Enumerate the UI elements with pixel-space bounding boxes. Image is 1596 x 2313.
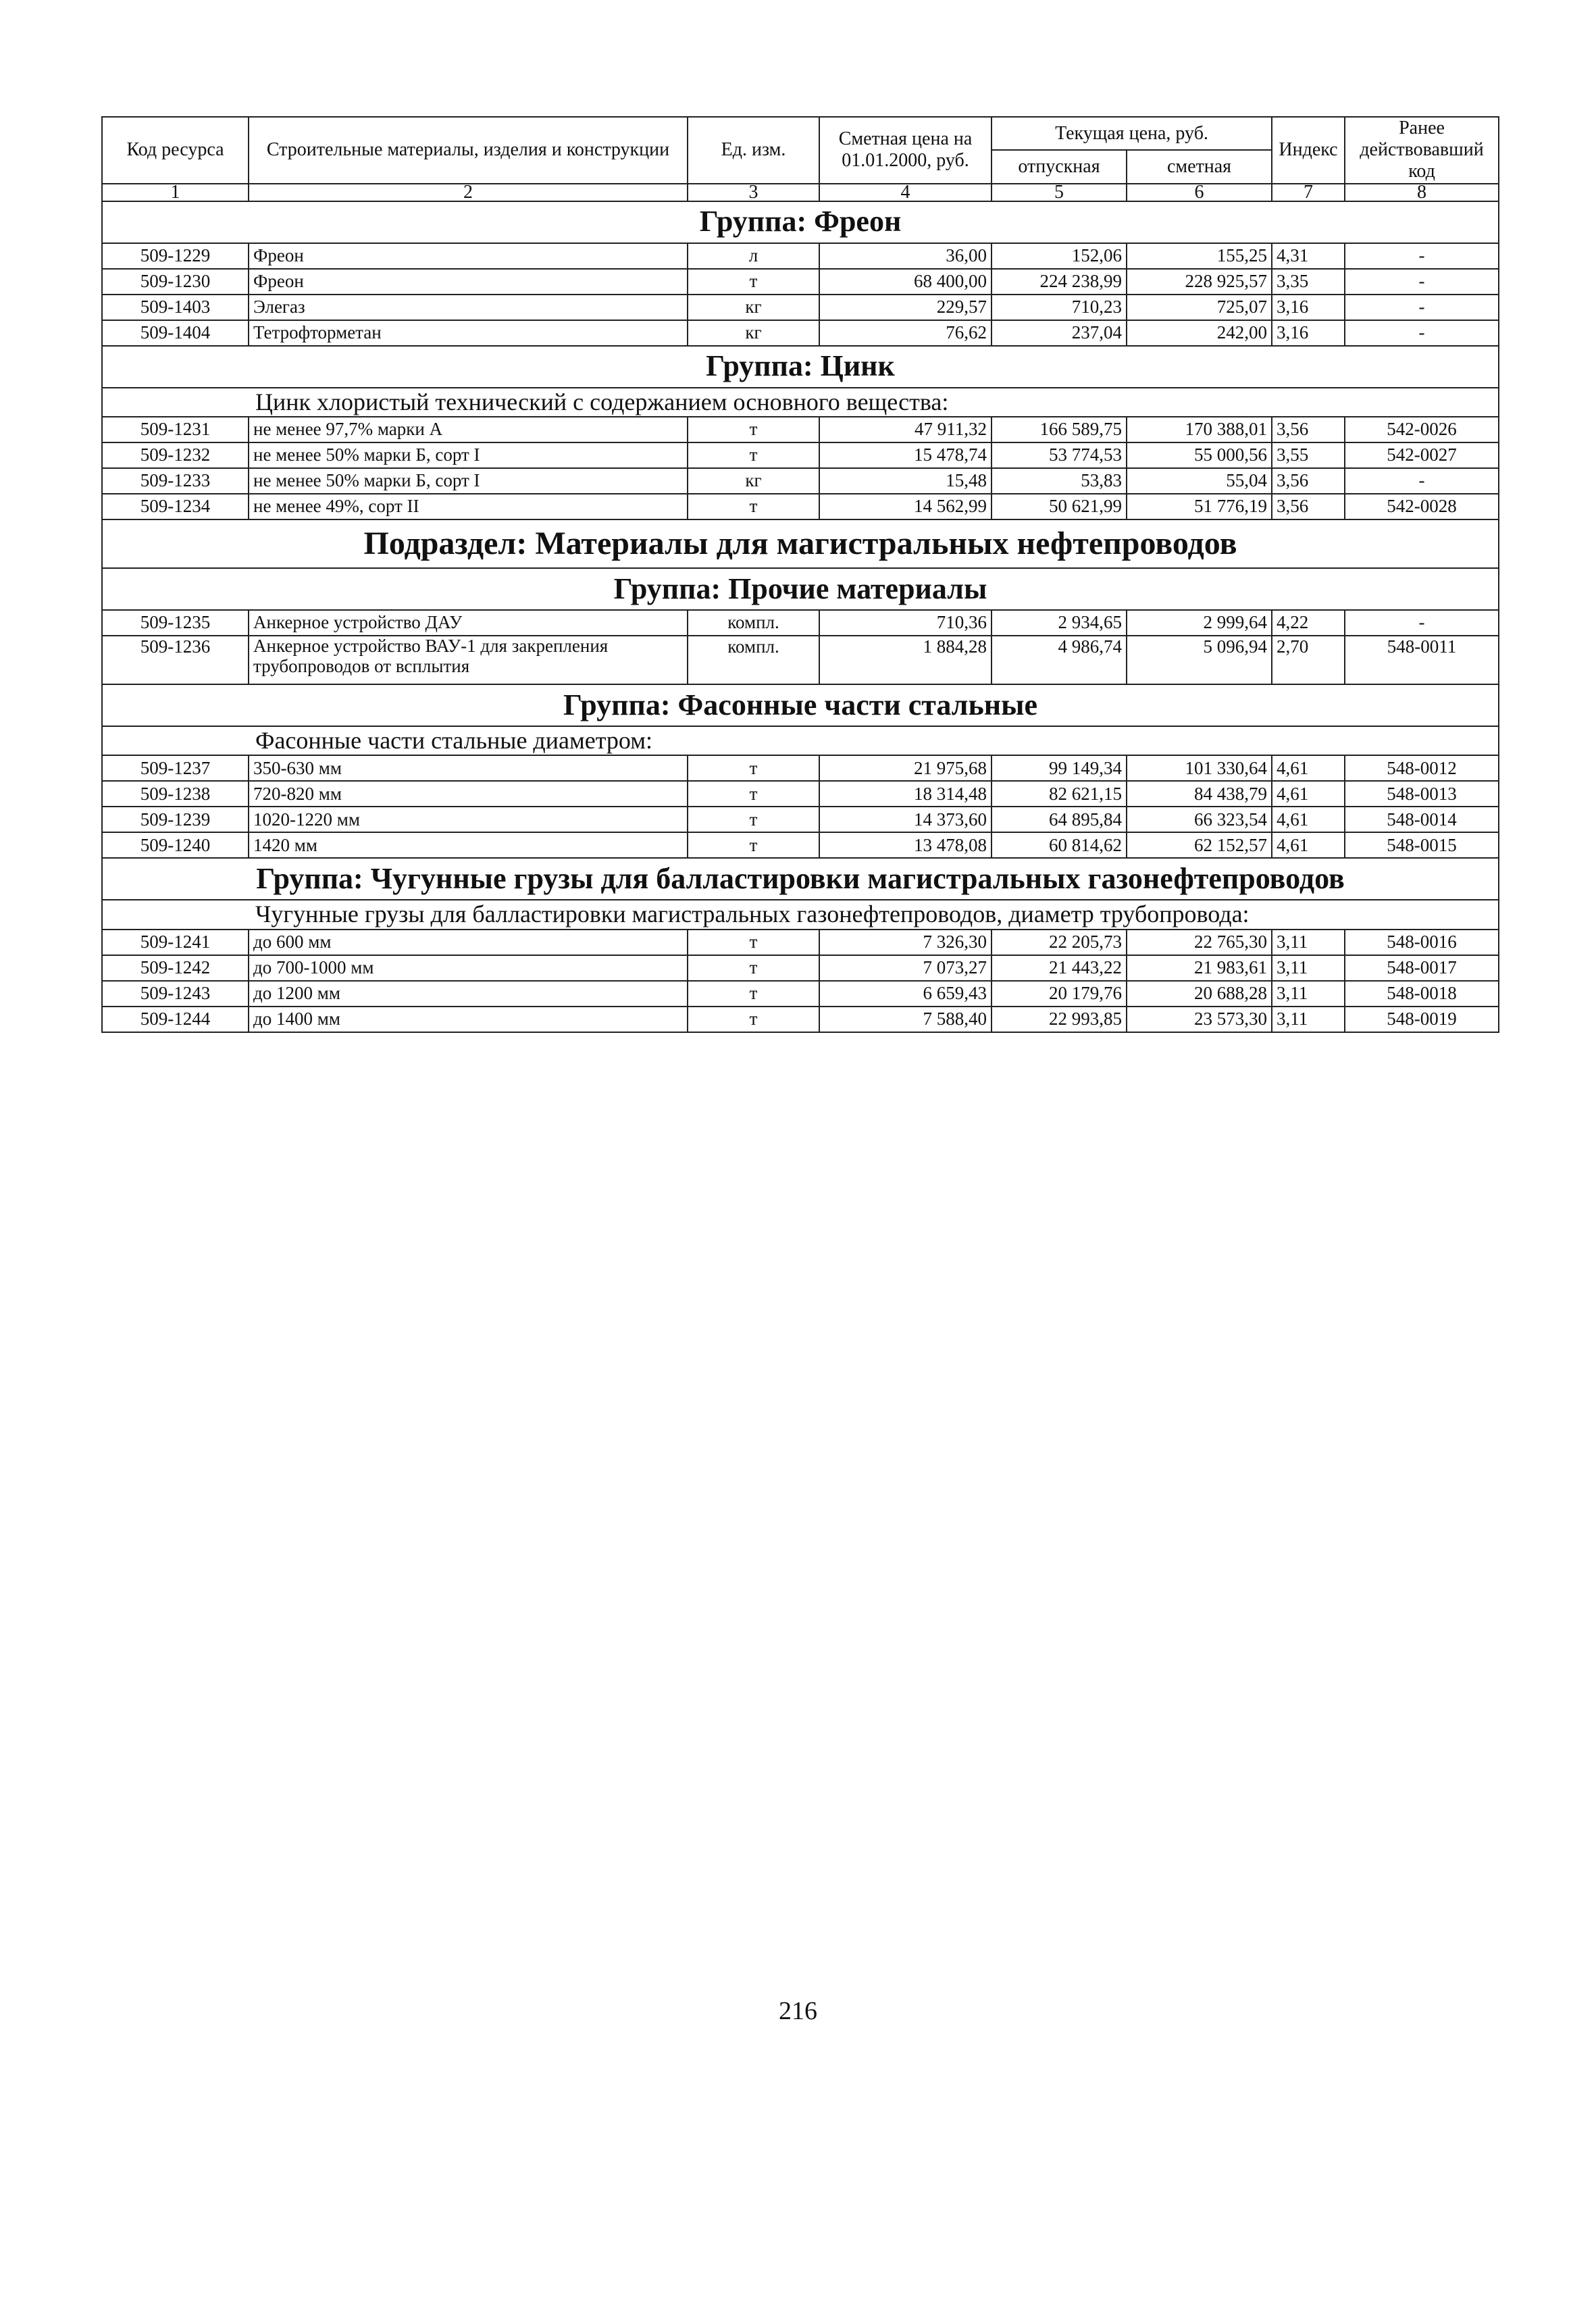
release-price: 4 986,74 [992, 636, 1127, 684]
estimate-price: 66 323,54 [1127, 807, 1272, 832]
table-row [102, 930, 1499, 955]
resource-code: 509-1239 [102, 807, 249, 832]
base-price: 18 314,48 [819, 781, 992, 807]
unit: т [688, 807, 819, 832]
unit: л [688, 243, 819, 269]
estimate-price: 21 983,61 [1127, 955, 1272, 981]
header-release-price: отпускная [992, 150, 1127, 183]
table-row [102, 468, 1499, 494]
unit: т [688, 755, 819, 781]
estimate-price: 2 999,64 [1127, 610, 1272, 636]
group-note: Чугунные грузы для балластировки магистральных газонефтепроводов, диаметр трубопровода: [102, 900, 1499, 929]
page-number: 216 [779, 1997, 817, 2025]
header-code: Код ресурса [102, 117, 249, 184]
table-row [102, 494, 1499, 519]
price-index: 3,11 [1272, 930, 1345, 955]
previous-code: - [1345, 295, 1499, 320]
base-price: 6 659,43 [819, 981, 992, 1007]
unit: т [688, 832, 819, 858]
unit: т [688, 930, 819, 955]
estimate-price: 101 330,64 [1127, 755, 1272, 781]
resource-code: 509-1234 [102, 494, 249, 519]
resource-code: 509-1229 [102, 243, 249, 269]
material-name: не менее 49%, сорт II [249, 494, 688, 519]
group-note-row [102, 900, 1499, 929]
table-row [102, 755, 1499, 781]
material-name: Анкерное устройство ВАУ-1 для закрепления трубопроводов от всплытия [249, 636, 688, 684]
unit: т [688, 417, 819, 442]
base-price: 68 400,00 [819, 269, 992, 295]
price-index: 2,70 [1272, 636, 1345, 684]
unit: кг [688, 320, 819, 346]
estimate-price: 22 765,30 [1127, 930, 1272, 955]
release-price: 152,06 [992, 243, 1127, 269]
table-row [102, 442, 1499, 468]
table-row [102, 807, 1499, 832]
resource-price-table [101, 116, 1499, 1033]
resource-code: 509-1231 [102, 417, 249, 442]
header-unit: Ед. изм. [688, 117, 819, 184]
estimate-price: 84 438,79 [1127, 781, 1272, 807]
base-price: 36,00 [819, 243, 992, 269]
estimate-price: 242,00 [1127, 320, 1272, 346]
estimate-price: 62 152,57 [1127, 832, 1272, 858]
release-price: 53 774,53 [992, 442, 1127, 468]
group-row [102, 201, 1499, 243]
header-estimate-price: сметная [1127, 150, 1272, 183]
previous-code: 548-0013 [1345, 781, 1499, 807]
estimate-price: 51 776,19 [1127, 494, 1272, 519]
table-row [102, 981, 1499, 1007]
group-note: Фасонные части стальные диаметром: [102, 726, 1499, 755]
material-name: до 1200 мм [249, 981, 688, 1007]
header-previous-code: Ранее действовавший код [1345, 117, 1499, 184]
table-row [102, 295, 1499, 320]
table-row [102, 1007, 1499, 1032]
resource-code: 509-1232 [102, 442, 249, 468]
release-price: 2 934,65 [992, 610, 1127, 636]
price-index: 4,61 [1272, 832, 1345, 858]
unit: компл. [688, 636, 819, 684]
base-price: 76,62 [819, 320, 992, 346]
previous-code: 548-0016 [1345, 930, 1499, 955]
previous-code: - [1345, 243, 1499, 269]
material-name: не менее 97,7% марки А [249, 417, 688, 442]
column-number: 8 [1345, 184, 1499, 201]
column-number: 1 [102, 184, 249, 201]
release-price: 53,83 [992, 468, 1127, 494]
previous-code: - [1345, 269, 1499, 295]
table-row [102, 269, 1499, 295]
release-price: 82 621,15 [992, 781, 1127, 807]
table-row [102, 610, 1499, 636]
price-index: 3,16 [1272, 295, 1345, 320]
group-row [102, 858, 1499, 900]
previous-code: 548-0012 [1345, 755, 1499, 781]
release-price: 21 443,22 [992, 955, 1127, 981]
table-row [102, 832, 1499, 858]
base-price: 21 975,68 [819, 755, 992, 781]
resource-code: 509-1237 [102, 755, 249, 781]
release-price: 224 238,99 [992, 269, 1127, 295]
base-price: 13 478,08 [819, 832, 992, 858]
base-price: 14 373,60 [819, 807, 992, 832]
resource-code: 509-1230 [102, 269, 249, 295]
release-price: 166 589,75 [992, 417, 1127, 442]
unit: т [688, 494, 819, 519]
release-price: 237,04 [992, 320, 1127, 346]
previous-code: 548-0017 [1345, 955, 1499, 981]
previous-code: - [1345, 320, 1499, 346]
previous-code: 542-0028 [1345, 494, 1499, 519]
previous-code: - [1345, 610, 1499, 636]
base-price: 229,57 [819, 295, 992, 320]
header-index: Индекс [1272, 117, 1345, 184]
material-name: Анкерное устройство ДАУ [249, 610, 688, 636]
release-price: 60 814,62 [992, 832, 1127, 858]
unit: т [688, 955, 819, 981]
group-title: Группа: Прочие материалы [102, 568, 1499, 610]
group-row [102, 684, 1499, 726]
price-index: 3,56 [1272, 468, 1345, 494]
resource-code: 509-1241 [102, 930, 249, 955]
group-note-row [102, 388, 1499, 417]
table-row [102, 636, 1499, 684]
estimate-price: 725,07 [1127, 295, 1272, 320]
base-price: 7 588,40 [819, 1007, 992, 1032]
price-index: 3,56 [1272, 417, 1345, 442]
material-name: Элегаз [249, 295, 688, 320]
unit: кг [688, 295, 819, 320]
unit: кг [688, 468, 819, 494]
table-header [102, 117, 1499, 201]
previous-code: 548-0018 [1345, 981, 1499, 1007]
material-name: Фреон [249, 243, 688, 269]
release-price: 710,23 [992, 295, 1127, 320]
release-price: 22 993,85 [992, 1007, 1127, 1032]
release-price: 20 179,76 [992, 981, 1127, 1007]
material-name: не менее 50% марки Б, сорт I [249, 468, 688, 494]
resource-code: 509-1235 [102, 610, 249, 636]
group-note-row [102, 726, 1499, 755]
material-name: не менее 50% марки Б, сорт I [249, 442, 688, 468]
group-title: Группа: Фасонные части стальные [102, 684, 1499, 726]
column-number: 7 [1272, 184, 1345, 201]
price-index: 3,16 [1272, 320, 1345, 346]
price-index: 4,61 [1272, 755, 1345, 781]
resource-code: 509-1243 [102, 981, 249, 1007]
group-row [102, 346, 1499, 388]
unit: т [688, 781, 819, 807]
estimate-price: 55,04 [1127, 468, 1272, 494]
group-title: Группа: Чугунные грузы для балластировки магистральных газонефтепроводов [102, 858, 1499, 900]
material-name: до 700-1000 мм [249, 955, 688, 981]
column-number: 5 [992, 184, 1127, 201]
column-number: 6 [1127, 184, 1272, 201]
base-price: 7 073,27 [819, 955, 992, 981]
previous-code: 542-0026 [1345, 417, 1499, 442]
unit: т [688, 269, 819, 295]
column-number: 2 [249, 184, 688, 201]
unit: т [688, 981, 819, 1007]
release-price: 64 895,84 [992, 807, 1127, 832]
material-name: Фреон [249, 269, 688, 295]
price-index: 3,11 [1272, 981, 1345, 1007]
header-current-price: Текущая цена, руб. [992, 117, 1272, 150]
resource-code: 509-1404 [102, 320, 249, 346]
header-base-price: Сметная цена на 01.01.2000, руб. [819, 117, 992, 184]
previous-code: 548-0019 [1345, 1007, 1499, 1032]
table-row [102, 417, 1499, 442]
release-price: 22 205,73 [992, 930, 1127, 955]
column-number: 4 [819, 184, 992, 201]
base-price: 1 884,28 [819, 636, 992, 684]
table-row [102, 955, 1499, 981]
previous-code: 548-0014 [1345, 807, 1499, 832]
base-price: 15,48 [819, 468, 992, 494]
base-price: 7 326,30 [819, 930, 992, 955]
material-name: до 1400 мм [249, 1007, 688, 1032]
price-index: 3,11 [1272, 1007, 1345, 1032]
header-materials: Строительные материалы, изделия и конструкции [249, 117, 688, 184]
previous-code: 548-0011 [1345, 636, 1499, 684]
price-index: 3,35 [1272, 269, 1345, 295]
estimate-price: 55 000,56 [1127, 442, 1272, 468]
price-index: 3,56 [1272, 494, 1345, 519]
table-row [102, 320, 1499, 346]
resource-code: 509-1403 [102, 295, 249, 320]
price-index: 3,11 [1272, 955, 1345, 981]
table-row [102, 243, 1499, 269]
estimate-price: 5 096,94 [1127, 636, 1272, 684]
estimate-price: 23 573,30 [1127, 1007, 1272, 1032]
resource-code: 509-1240 [102, 832, 249, 858]
group-title: Группа: Фреон [102, 201, 1499, 243]
group-title: Группа: Цинк [102, 346, 1499, 388]
table-row [102, 781, 1499, 807]
base-price: 47 911,32 [819, 417, 992, 442]
unit: т [688, 1007, 819, 1032]
price-index: 4,61 [1272, 807, 1345, 832]
previous-code: 548-0015 [1345, 832, 1499, 858]
estimate-price: 170 388,01 [1127, 417, 1272, 442]
unit: компл. [688, 610, 819, 636]
material-name: до 600 мм [249, 930, 688, 955]
price-index: 4,31 [1272, 243, 1345, 269]
resource-code: 509-1244 [102, 1007, 249, 1032]
previous-code: - [1345, 468, 1499, 494]
material-name: 350-630 мм [249, 755, 688, 781]
resource-code: 509-1233 [102, 468, 249, 494]
resource-code: 509-1236 [102, 636, 249, 684]
price-index: 3,55 [1272, 442, 1345, 468]
release-price: 99 149,34 [992, 755, 1127, 781]
resource-code: 509-1242 [102, 955, 249, 981]
estimate-price: 228 925,57 [1127, 269, 1272, 295]
release-price: 50 621,99 [992, 494, 1127, 519]
table-body [102, 201, 1499, 1032]
column-number: 3 [688, 184, 819, 201]
group-note: Цинк хлористый технический с содержанием основного вещества: [102, 388, 1499, 417]
price-index: 4,22 [1272, 610, 1345, 636]
material-name: Тетрофторметан [249, 320, 688, 346]
resource-code: 509-1238 [102, 781, 249, 807]
previous-code: 542-0027 [1345, 442, 1499, 468]
subsection-row [102, 519, 1499, 568]
material-name: 1020-1220 мм [249, 807, 688, 832]
base-price: 15 478,74 [819, 442, 992, 468]
material-name: 720-820 мм [249, 781, 688, 807]
subsection-title: Подраздел: Материалы для магистральных нефтепроводов [102, 519, 1499, 568]
price-index: 4,61 [1272, 781, 1345, 807]
unit: т [688, 442, 819, 468]
group-row [102, 568, 1499, 610]
material-name: 1420 мм [249, 832, 688, 858]
base-price: 710,36 [819, 610, 992, 636]
base-price: 14 562,99 [819, 494, 992, 519]
estimate-price: 155,25 [1127, 243, 1272, 269]
estimate-price: 20 688,28 [1127, 981, 1272, 1007]
